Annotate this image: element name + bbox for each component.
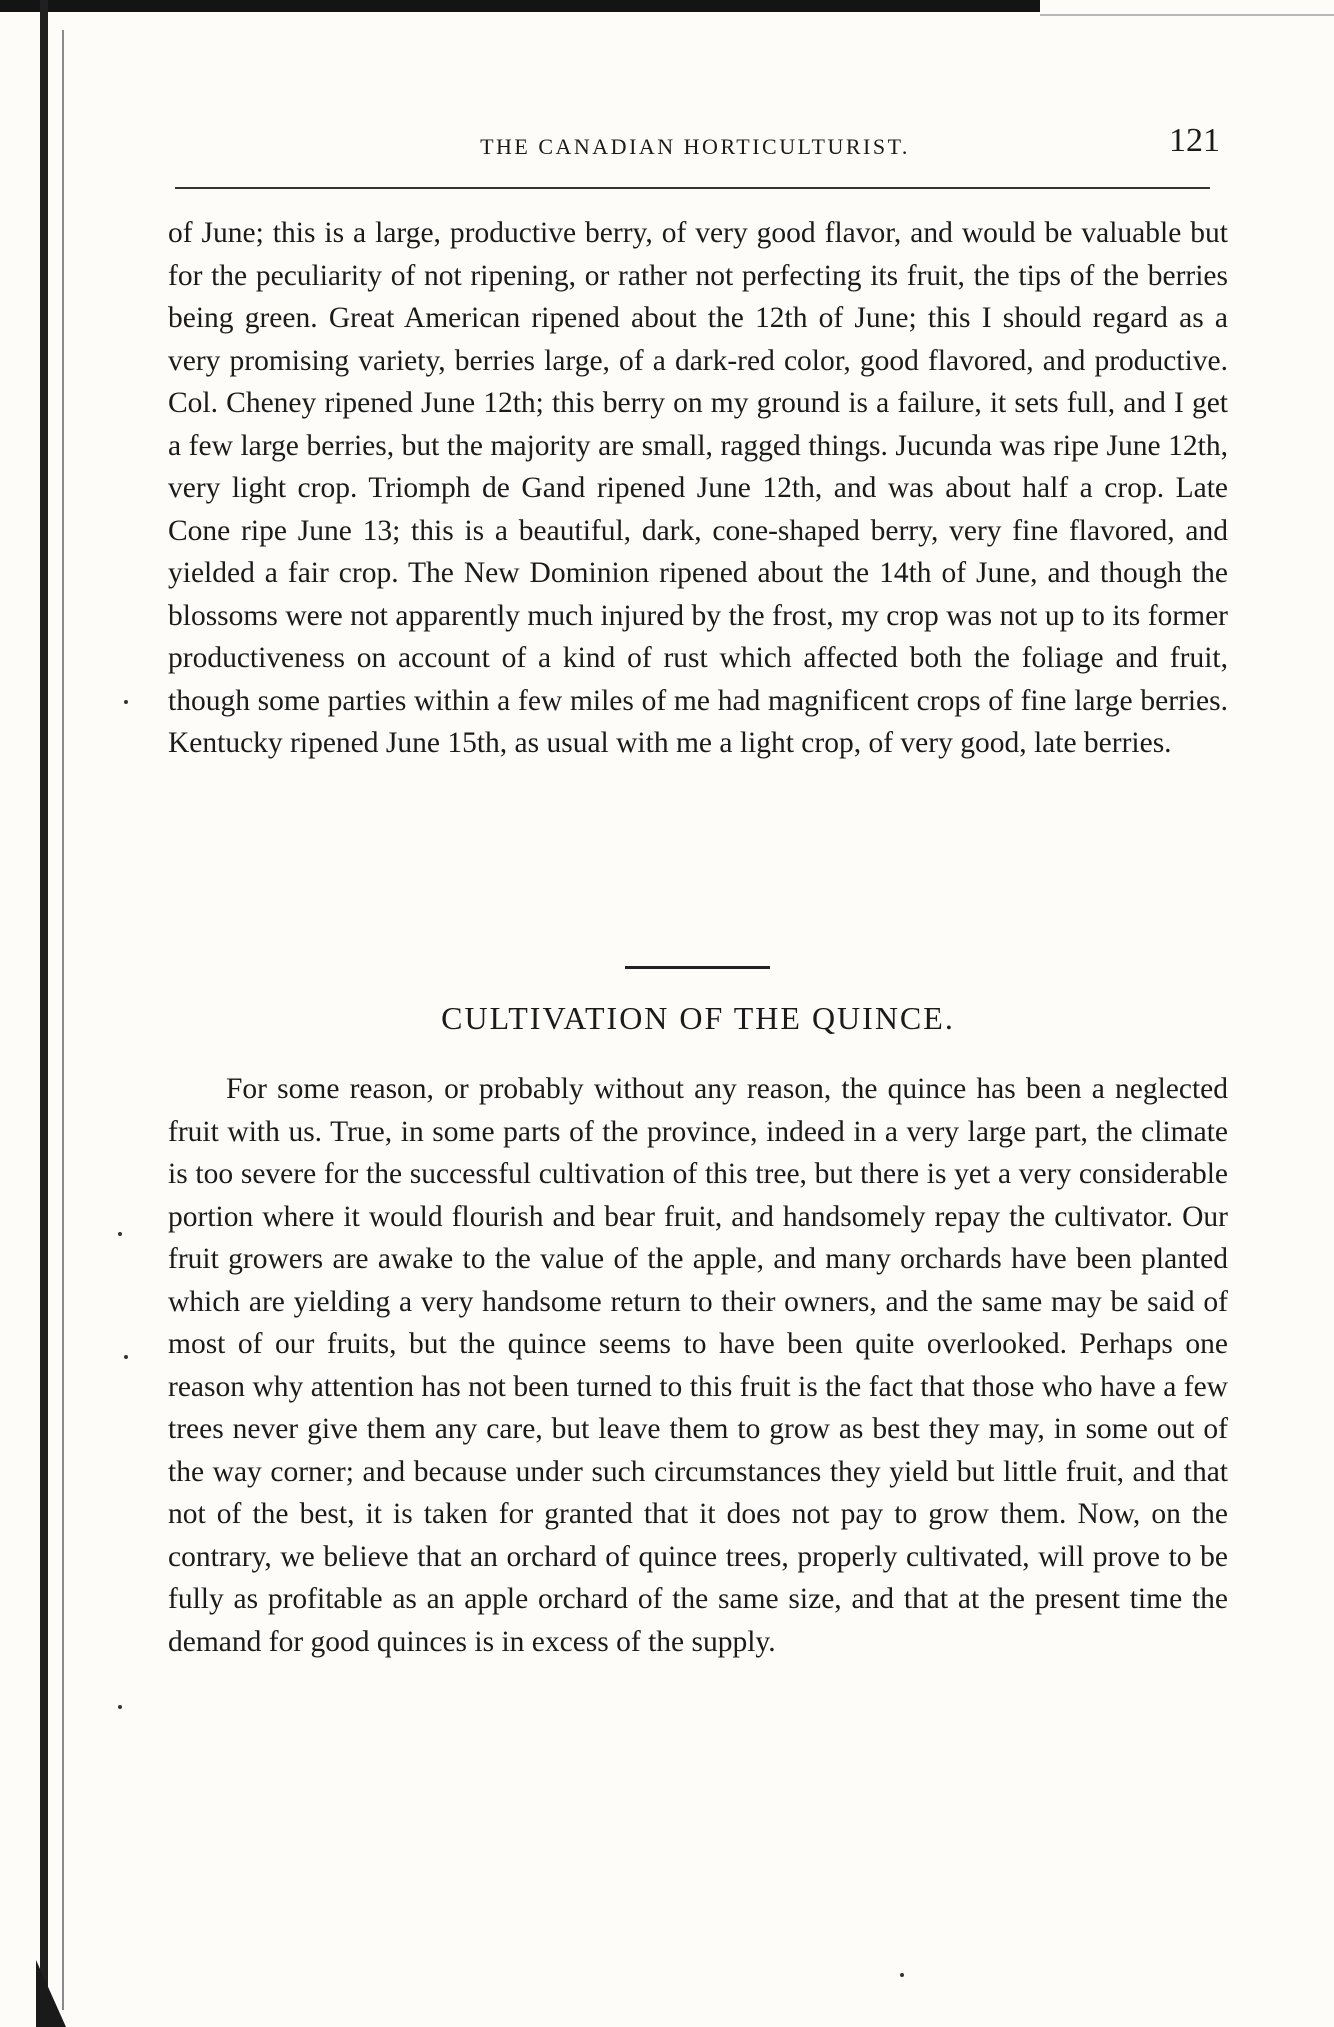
scan-top-border-thin [1040,14,1334,16]
header-rule [175,187,1210,189]
binding-corner-shadow [36,1960,66,2027]
page-header [170,122,1220,172]
continued-paragraph: of June; this is a large, productive berry, of very good flavor, and would be valuable but for the peculiarity of not ripening, or rather not perfecting its fruit, the tips of the berries being green. Great American ripened about the 12th of June; this I should regard as a very promising variety, berries large, of a dark-red color, good flavored, and productive. Col. Cheney ripened June 12th; this berry on my ground is a failure, it sets full, and I get a few large berries, but the majority are small, ragged things. Jucunda was ripe June 12th, very light crop. Triomph de Gand ripened June 12th, and was about half a crop. Late Cone ripe June 13; this is a beautiful, dark, cone-shaped berry, very fine flavored, and yielded a fair crop. The New Dominion ripened about the 14th of June, and though the blossoms were not apparently much injured by the frost, my crop was not up to its former productiveness on account of a kind of rust which affected both the foliage and fruit, though some parties within a few miles of me had magnificent crops of fine large berries. Kentucky ripened June 15th, as usual with me a light crop, of very good, late berries. [168,217,1228,759]
section-paragraph: For some reason, or probably without any reason, the quince has been a neglected fruit with us. True, in some parts of the province, indeed in a very large part, the climate is too severe for the successful cultivation of this tree, but there is yet a very considerable portion where it would flourish and bear fruit, and handsomely repay the cultivator. Our fruit growers are awake to the value of the apple, and many orchards have been planted which are yielding a very handsome return to their owners, and the same may be said of most of our fruits, but the quince seems to have been quite overlooked. Perhaps one reason why attention has not been turned to this fruit is the fact that those who have a few trees never give them any care, but leave them to grow as best they may, in some out of the way corner; and because under such circumstances they yield but little fruit, and that not of the best, it is taken for granted that it does not pay to grow them. Now, on the contrary, we believe that an orchard of quince trees, properly cultivated, will prove to be fully as profitable as an apple orchard of the same size, and that at the present time the demand for good quinces is in excess of the supply. [168,1073,1228,1658]
section-divider [625,966,770,969]
book-binding-edge [40,0,48,2027]
section-heading: CULTIVATION OF THE QUINCE. [441,1000,955,1036]
scan-speck [124,700,128,704]
scan-speck [900,1973,904,1977]
scan-speck [124,1355,128,1359]
page-number: 121 [1169,122,1220,159]
page-gutter-line [62,30,64,2010]
scan-speck [118,1232,122,1236]
scan-speck [118,1705,122,1709]
scan-top-border [0,0,1040,12]
running-title: THE CANADIAN HORTICULTURIST. [480,134,910,159]
